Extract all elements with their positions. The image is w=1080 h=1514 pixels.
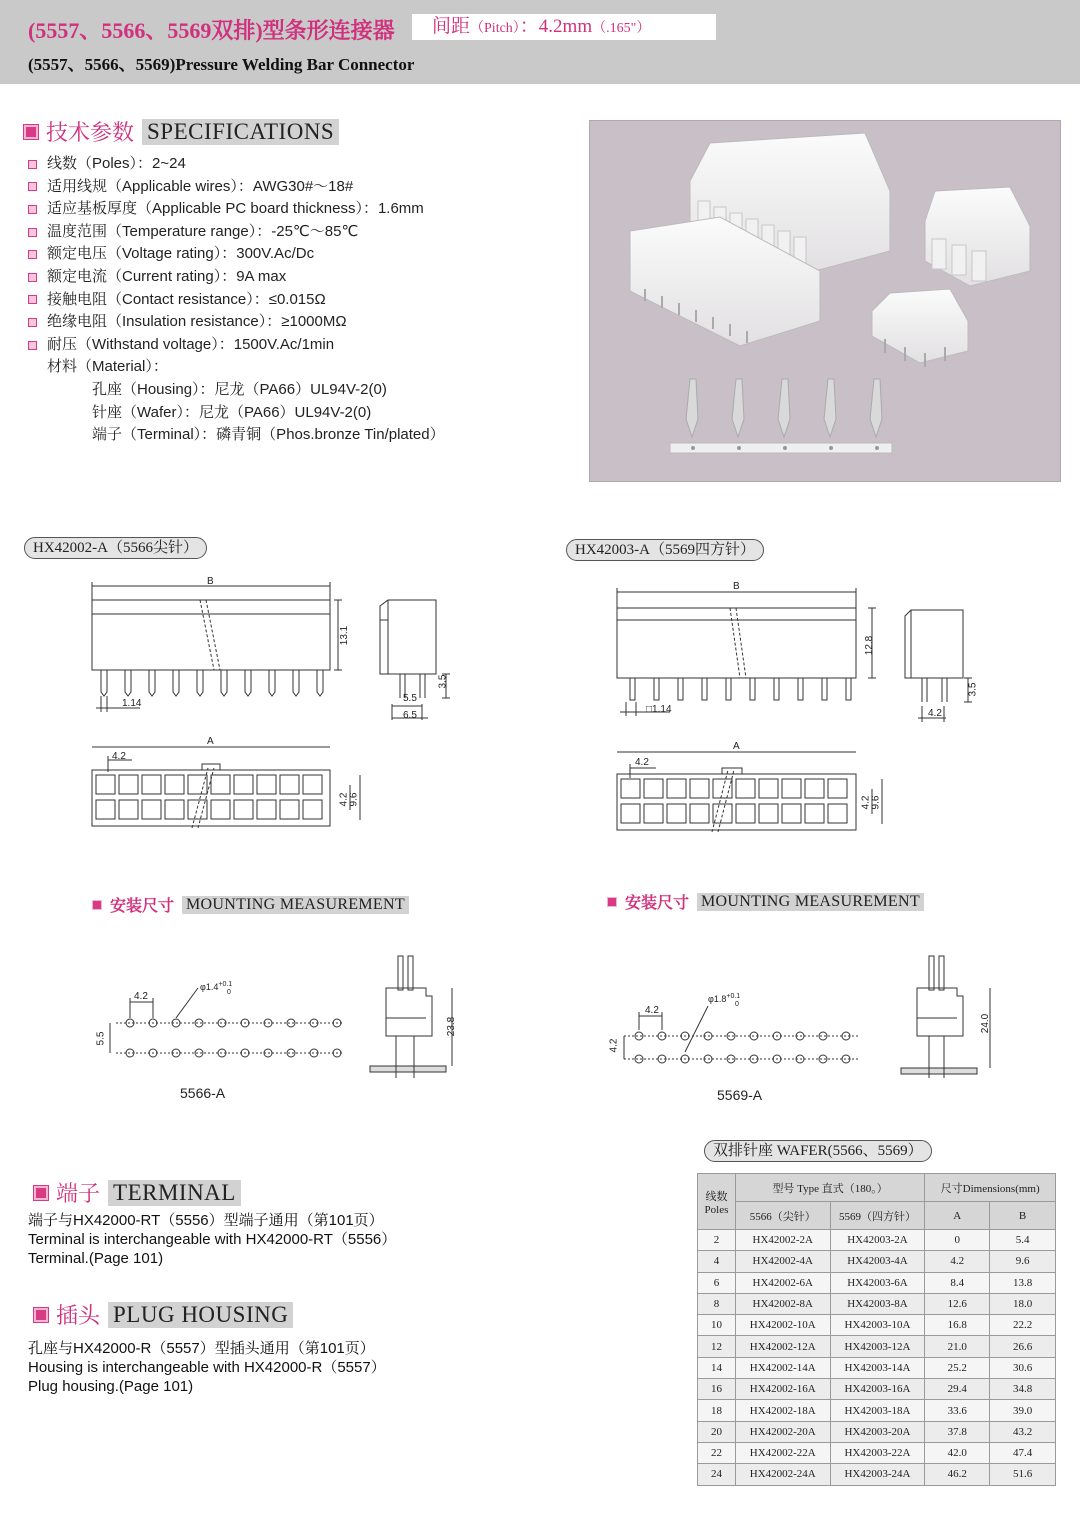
cell-poles: 10 [698, 1315, 736, 1336]
terminal-heading-cn: 端子 [56, 1181, 101, 1206]
spec-item [28, 289, 445, 312]
bullet-icon [28, 250, 37, 259]
cell-5569: HX42003-2A [830, 1230, 925, 1251]
bottom-view-5569 [617, 752, 882, 832]
spec-text: 额定电压（Voltage rating）：300V.Ac/Dc [47, 245, 315, 263]
cell-b: 51.6 [990, 1464, 1056, 1485]
cell-a: 12.6 [925, 1293, 990, 1314]
cell-5569: HX42003-14A [830, 1357, 925, 1378]
technical-drawings [0, 560, 1080, 1080]
cell-poles: 18 [698, 1400, 736, 1421]
terminal-strip [670, 379, 892, 453]
wafer-table-title: 双排针座 WAFER(5566、5569） [704, 1140, 932, 1162]
mount-pitch-right: 4.2 [645, 1005, 659, 1016]
dim-row-96-right: 9.6 [870, 795, 882, 810]
cell-5566: HX42002-6A [735, 1272, 830, 1293]
cell-a: 0 [925, 1230, 990, 1251]
specifications-heading-en: SPECIFICATIONS [142, 119, 339, 145]
table-row [698, 1464, 1056, 1485]
cell-5566: HX42002-2A [735, 1230, 830, 1251]
mount-caption-right: 5569-A [717, 1087, 763, 1103]
cell-5569: HX42003-18A [830, 1400, 925, 1421]
cell-b: 30.6 [990, 1357, 1056, 1378]
bullet-icon [28, 273, 37, 282]
col-5569: 5569（四方针） [830, 1202, 925, 1230]
col-type: 型号 Type 直式（180。） [735, 1174, 924, 1202]
material-item: 端子（Terminal）：磷青铜（Phos.bronze Tin/plated） [92, 426, 445, 444]
dim-height-left: 13.1 [339, 625, 351, 646]
cell-b: 34.8 [990, 1379, 1056, 1400]
square-bullet-icon [607, 897, 617, 907]
cell-5569: HX42003-24A [830, 1464, 925, 1485]
dim-row-42-right: 4.2 [860, 795, 872, 810]
cell-a: 46.2 [925, 1464, 990, 1485]
wafer-cells-5569 [621, 779, 847, 823]
dim-b-left: B [207, 576, 214, 587]
hole-dia-right-value: φ1.8 [708, 994, 727, 1004]
side-view-5569 [905, 610, 972, 722]
plug-line: 孔座与HX42000-R（5557）型插头通用（第101页） [28, 1340, 375, 1357]
spec-text: 耐压（Withstand voltage）：1500V.Ac/1min [47, 335, 335, 353]
cell-b: 5.4 [990, 1230, 1056, 1251]
connector-wafer-small [872, 289, 968, 367]
specifications-heading-cn: 技术参数 [46, 120, 135, 145]
spec-text: 额定电流（Current rating）：9A max [47, 267, 287, 285]
cell-5569: HX42003-20A [830, 1421, 925, 1442]
table-row [698, 1251, 1056, 1272]
tol-plus: +0.1 [218, 981, 233, 988]
cell-poles: 4 [698, 1251, 736, 1272]
wafer-table [697, 1173, 1056, 1486]
bullet-icon [28, 341, 37, 350]
table-row [698, 1442, 1056, 1463]
cell-5566: HX42002-10A [735, 1315, 830, 1336]
cell-b: 18.0 [990, 1293, 1056, 1314]
terminal-line: Terminal is interchangeable with HX42000-RT（5556） [28, 1231, 397, 1248]
cell-5569: HX42003-4A [830, 1251, 925, 1272]
mount-pitch-left: 4.2 [134, 991, 148, 1002]
connector-illustration [590, 121, 1062, 483]
cell-poles: 12 [698, 1336, 736, 1357]
cell-b: 22.2 [990, 1315, 1056, 1336]
cell-a: 21.0 [925, 1336, 990, 1357]
bottom-view-5566 [92, 747, 360, 828]
tol-zero-right: 0 [735, 1001, 739, 1008]
plug-line: Housing is interchangeable with HX42000-R（5557） [28, 1359, 386, 1376]
spec-text: 温度范围（Temperature range）：-25℃～85℃ [47, 222, 359, 240]
cell-b: 26.6 [990, 1336, 1056, 1357]
cell-a: 42.0 [925, 1442, 990, 1463]
cell-a: 29.4 [925, 1379, 990, 1400]
square-bullet-icon [34, 1308, 48, 1322]
pitch-value: ：4.2mm [519, 16, 593, 37]
square-bullet-icon [92, 900, 102, 910]
mount-height-right: 24.0 [980, 1013, 992, 1034]
mounting-heading-cn: 安装尺寸 [110, 898, 175, 915]
square-bullet-icon [34, 1186, 48, 1200]
cell-a: 16.8 [925, 1315, 990, 1336]
bullet-icon [28, 205, 37, 214]
col-a: A [925, 1202, 990, 1230]
hole-dia-left-value: φ1.4 [200, 982, 219, 992]
cell-5566: HX42002-16A [735, 1379, 830, 1400]
table-row [698, 1379, 1056, 1400]
product-photo [589, 120, 1061, 482]
spec-text: 线数（Poles）：2~24 [47, 155, 186, 172]
cell-poles: 24 [698, 1464, 736, 1485]
cell-5569: HX42003-16A [830, 1379, 925, 1400]
table-row [698, 1357, 1056, 1378]
cell-poles: 20 [698, 1421, 736, 1442]
plug-text [28, 1339, 386, 1396]
cell-5566: HX42002-4A [735, 1251, 830, 1272]
cell-5569: HX42003-6A [830, 1272, 925, 1293]
dim-pinwidth-right: □1.14 [646, 704, 672, 715]
mount-side-5569 [901, 956, 990, 1078]
specifications-heading [24, 116, 339, 147]
specifications-list [28, 153, 445, 447]
pitch-inch: （.165"） [592, 21, 651, 36]
cell-b: 9.6 [990, 1251, 1056, 1272]
material-label: 材料（Material）： [47, 358, 168, 376]
bullet-icon [28, 160, 37, 169]
cell-5569: HX42003-10A [830, 1315, 925, 1336]
mount-caption-left: 5566-A [180, 1085, 226, 1101]
cell-a: 8.4 [925, 1272, 990, 1293]
mounting-holes-5569 [624, 1006, 858, 1063]
dim-side-55: 5.5 [403, 693, 417, 704]
cell-b: 43.2 [990, 1421, 1056, 1442]
terminal-line: 端子与HX42000-RT（5556）型端子通用（第101页） [28, 1212, 384, 1229]
plug-heading-cn: 插头 [56, 1303, 101, 1328]
spec-item [28, 153, 445, 176]
cell-a: 4.2 [925, 1251, 990, 1272]
cell-b: 47.4 [990, 1442, 1056, 1463]
dim-pitch-right: 4.2 [635, 757, 649, 768]
table-row [698, 1421, 1056, 1442]
cell-a: 37.8 [925, 1421, 990, 1442]
mounting-heading-right [607, 890, 924, 913]
spec-text: 适用线规（Applicable wires）：AWG30#～18# [47, 177, 354, 195]
tol-zero-left: 0 [227, 989, 231, 996]
cell-a: 25.2 [925, 1357, 990, 1378]
cell-poles: 14 [698, 1357, 736, 1378]
terminal-heading [34, 1177, 241, 1208]
dim-pinwidth-left: 1.14 [122, 698, 142, 709]
bullet-icon [28, 295, 37, 304]
spec-item [28, 243, 445, 266]
table-row [698, 1336, 1056, 1357]
connector-small-right [925, 187, 1030, 286]
dim-pitch-left: 4.2 [112, 751, 126, 762]
material-item: 孔座（Housing）：尼龙（PA66）UL94V-2(0) [92, 380, 387, 398]
pitch-box [412, 14, 716, 40]
terminal-text [28, 1211, 396, 1268]
cell-poles: 2 [698, 1230, 736, 1251]
cell-5569: HX42003-22A [830, 1442, 925, 1463]
bullet-icon [28, 228, 37, 237]
square-bullet-icon [24, 125, 38, 139]
mounting-heading-en: MOUNTING MEASUREMENT [182, 896, 409, 914]
cell-5566: HX42002-12A [735, 1336, 830, 1357]
cell-poles: 8 [698, 1293, 736, 1314]
cell-5566: HX42002-14A [735, 1357, 830, 1378]
cell-5566: HX42002-20A [735, 1421, 830, 1442]
table-row [698, 1230, 1056, 1251]
drawing-label-5566: HX42002-A（5566尖针） [24, 537, 207, 559]
cell-5566: HX42002-24A [735, 1464, 830, 1485]
cell-5566: HX42002-22A [735, 1442, 830, 1463]
mount-side-5566 [370, 956, 452, 1078]
dim-row-96-left: 9.6 [348, 792, 360, 807]
cell-5569: HX42003-12A [830, 1336, 925, 1357]
cell-b: 39.0 [990, 1400, 1056, 1421]
material-item: 针座（Wafer）：尼龙（PA66）UL94V-2(0) [92, 403, 372, 421]
col-poles-cn: 线数 [705, 1190, 728, 1203]
drawing-label-5569: HX42003-A（5569四方针） [566, 539, 764, 561]
pitch-en: （Pitch） [470, 21, 520, 36]
terminal-line: Terminal.(Page 101) [28, 1250, 164, 1267]
dim-a-right: A [733, 741, 740, 752]
dim-side-65: 6.5 [403, 710, 417, 721]
cell-poles: 22 [698, 1442, 736, 1463]
dim-pin-left: 3.5 [437, 674, 449, 689]
bullet-icon [28, 318, 37, 327]
tol-plus: +0.1 [726, 993, 741, 1000]
cell-5566: HX42002-8A [735, 1293, 830, 1314]
table-row [698, 1293, 1056, 1314]
pitch-label: 间距 [432, 16, 471, 37]
cell-a: 33.6 [925, 1400, 990, 1421]
plug-line: Plug housing.(Page 101) [28, 1378, 194, 1395]
cell-5566: HX42002-18A [735, 1400, 830, 1421]
col-poles [698, 1174, 736, 1230]
dim-pin-right: 3.5 [967, 682, 979, 697]
front-view-5569 [617, 588, 876, 716]
spec-text: 绝缘电阻（Insulation resistance）：≥1000MΩ [47, 313, 347, 331]
dim-side-42: 4.2 [928, 708, 942, 719]
col-poles-en: Poles [704, 1203, 729, 1216]
spec-item [28, 266, 445, 289]
spec-text: 适应基板厚度（Applicable PC board thickness）：1.6mm [47, 200, 424, 218]
spec-item [28, 176, 445, 199]
col-dimensions: 尺寸Dimensions(mm) [925, 1174, 1056, 1202]
spec-item [28, 334, 445, 357]
dim-a-left: A [207, 736, 214, 747]
plug-heading [34, 1299, 293, 1330]
mounting-heading-cn: 安装尺寸 [625, 895, 690, 912]
title-english: (5557、5566、5569)Pressure Welding Bar Connector [28, 55, 415, 74]
mounting-heading-en: MOUNTING MEASUREMENT [697, 893, 924, 911]
dim-b-right: B [733, 581, 740, 592]
terminal-heading-en: TERMINAL [108, 1180, 241, 1206]
bullet-icon [28, 182, 37, 191]
table-row [698, 1315, 1056, 1336]
title-chinese: (5557、5566、5569双排)型条形连接器 [28, 18, 395, 43]
wafer-cells-5566 [96, 775, 322, 819]
table-row [698, 1272, 1056, 1293]
plug-heading-en: PLUG HOUSING [108, 1302, 293, 1328]
spec-item [28, 198, 445, 221]
spec-item [28, 221, 445, 244]
cell-b: 13.8 [990, 1272, 1056, 1293]
wafer-table-wrap [697, 1173, 1056, 1486]
spec-item [28, 311, 445, 334]
cell-poles: 6 [698, 1272, 736, 1293]
mount-height-left: 23.8 [446, 1016, 458, 1037]
col-5566: 5566（尖针） [735, 1202, 830, 1230]
spec-text: 接触电阻（Contact resistance）：≤0.015Ω [47, 290, 326, 308]
col-b: B [990, 1202, 1056, 1230]
mounting-heading-left [92, 893, 409, 916]
cell-poles: 16 [698, 1379, 736, 1400]
front-view-5566 [92, 582, 342, 712]
mount-row-right: 4.2 [608, 1038, 620, 1053]
mount-row-left: 5.5 [95, 1031, 107, 1046]
cell-5569: HX42003-8A [830, 1293, 925, 1314]
dim-row-42-left: 4.2 [338, 792, 350, 807]
dim-height-right: 12.8 [864, 635, 876, 656]
table-row [698, 1400, 1056, 1421]
